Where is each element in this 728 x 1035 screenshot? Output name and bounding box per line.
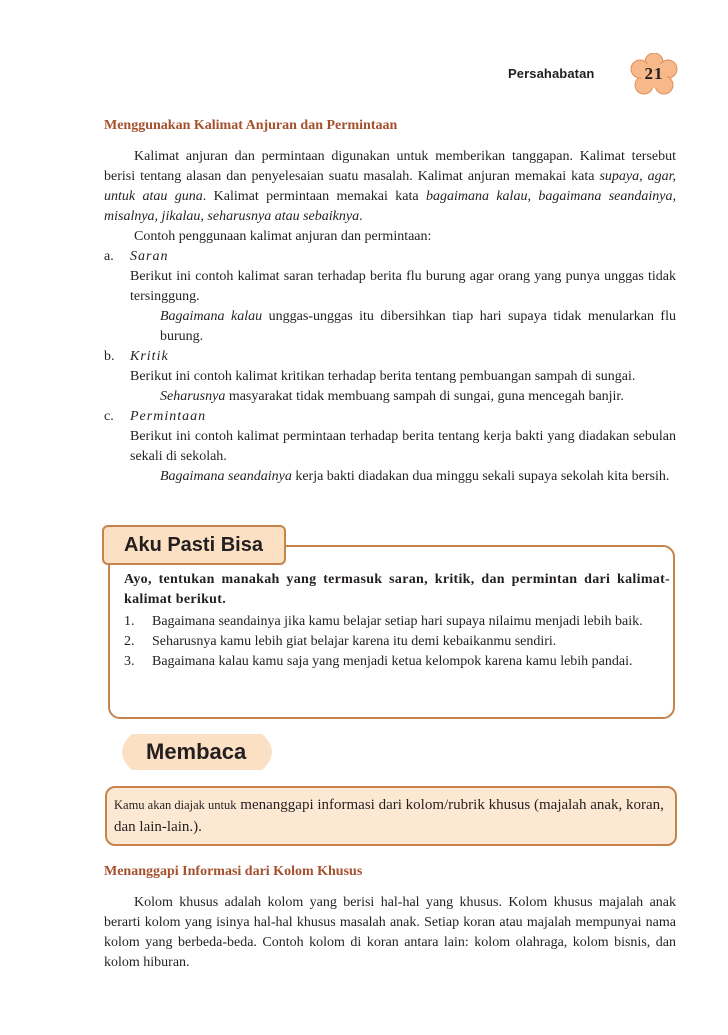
membaca-title: Membaca: [146, 739, 247, 764]
example-rest: unggas-unggas itu dibersihkan tiap hari supaya tidak menularkan flu burung.: [160, 309, 676, 344]
example-rest: masyarakat tidak membuang sampah di sungai, guna mencegah banjir.: [225, 389, 624, 404]
example-list: [104, 247, 676, 487]
paragraph-kalimat-anjuran: [104, 147, 676, 227]
exercise-text: Seharusnya kamu lebih giat belajar karena itu demi kebaikanmu sendiri.: [152, 634, 557, 649]
list-item-description: Berikut ini contoh kalimat kritikan terhadap berita tentang pembuangan sampah di sungai.: [130, 369, 636, 384]
paragraph-kolom-khusus: Kolom khusus adalah kolom yang berisi hal-hal yang khusus. Kolom khusus majalah anak berarti kolom yang isinya hal-hal khusus masalah anak. Setiap koran atau majalah mempunyai nama kolom yang berbeda-beda. Contoh kolom di koran antara lain: kolom olahraga, kolom bisnis, dan kolom hiburan.: [104, 895, 676, 970]
list-item: [104, 347, 676, 407]
page-number-badge: [630, 53, 678, 97]
list-marker: a.: [104, 249, 114, 264]
list-item: [104, 407, 676, 487]
exercise-text: Bagaimana kalau kamu saja yang menjadi ketua kelompok karena kamu lebih pandai.: [152, 654, 633, 669]
italic-keywords: bagaimana kalau, bagaimana seandainya, misalnya, jikalau, seharusnya atau sebaiknya: [104, 189, 676, 224]
list-item: [104, 247, 676, 347]
running-header-title: Persahabatan: [508, 66, 595, 81]
exercise-item: [124, 612, 670, 632]
exercise-list: [124, 612, 670, 672]
text-run: . Kalimat permintaan memakai kata: [202, 189, 426, 204]
example-sentence: [130, 307, 676, 347]
list-item-description: Berikut ini contoh kalimat saran terhadap berita flu burung agar orang yang punya unggas tidak tersinggung.: [130, 269, 676, 304]
list-item-title: Permintaan: [130, 409, 207, 424]
example-italic-phrase: Bagaimana seandainya: [160, 469, 292, 484]
section-heading-kolom-khusus: Menanggapi Informasi dari Kolom Khusus: [104, 864, 363, 879]
italic-keywords: supaya, agar, untuk atau guna: [104, 169, 676, 204]
exercise-number: 1.: [124, 614, 135, 629]
aku-pasti-bisa-instruction: Ayo, tentukan manakah yang termasuk saran, kritik, dan permintan dari kalimat-kalimat berikut.: [124, 572, 670, 607]
example-sentence: [130, 387, 676, 407]
membaca-lead-small: Kamu akan diajak untuk: [114, 798, 237, 812]
list-item-title: Kritik: [130, 349, 169, 364]
example-rest: kerja bakti diadakan dua minggu sekali supaya sekolah kita bersih.: [291, 469, 670, 484]
membaca-lead-rest: menanggapi informasi dari kolom/rubrik khusus (majalah anak, koran, dan lain-lain.).: [114, 797, 664, 835]
list-item-description: Berikut ini contoh kalimat permintaan terhadap berita tentang kerja bakti yang diadakan sebulan sekali di sekolah.: [130, 429, 676, 464]
exercise-text: Bagaimana seandainya jika kamu belajar setiap hari supaya nilaimu menjadi lebih baik.: [152, 614, 643, 629]
list-marker: c.: [104, 409, 114, 424]
section-heading-kalimat-anjuran: Menggunakan Kalimat Anjuran dan Permintaan: [104, 118, 398, 133]
exercise-item: [124, 652, 670, 672]
exercise-number: 3.: [124, 654, 135, 669]
exercise-item: [124, 632, 670, 652]
example-italic-phrase: Bagaimana kalau: [160, 309, 263, 324]
exercise-number: 2.: [124, 634, 135, 649]
text-run: .: [359, 209, 363, 224]
example-italic-phrase: Seharusnya: [160, 389, 226, 404]
aku-pasti-bisa-title: Aku Pasti Bisa: [124, 534, 263, 556]
text-run: Kalimat anjuran dan permintaan digunakan untuk memberikan tanggapan. Kalimat tersebut berisi tentang alasan dan penyelesaian suatu masalah. Kalimat anjuran memakai kata: [104, 149, 676, 184]
paragraph-contoh-intro: Contoh penggunaan kalimat anjuran dan permintaan:: [134, 229, 432, 244]
list-item-title: Saran: [130, 249, 169, 264]
page-number: 21: [644, 64, 664, 83]
example-sentence: [130, 467, 676, 487]
membaca-objective-text: [114, 794, 674, 838]
list-marker: b.: [104, 349, 115, 364]
